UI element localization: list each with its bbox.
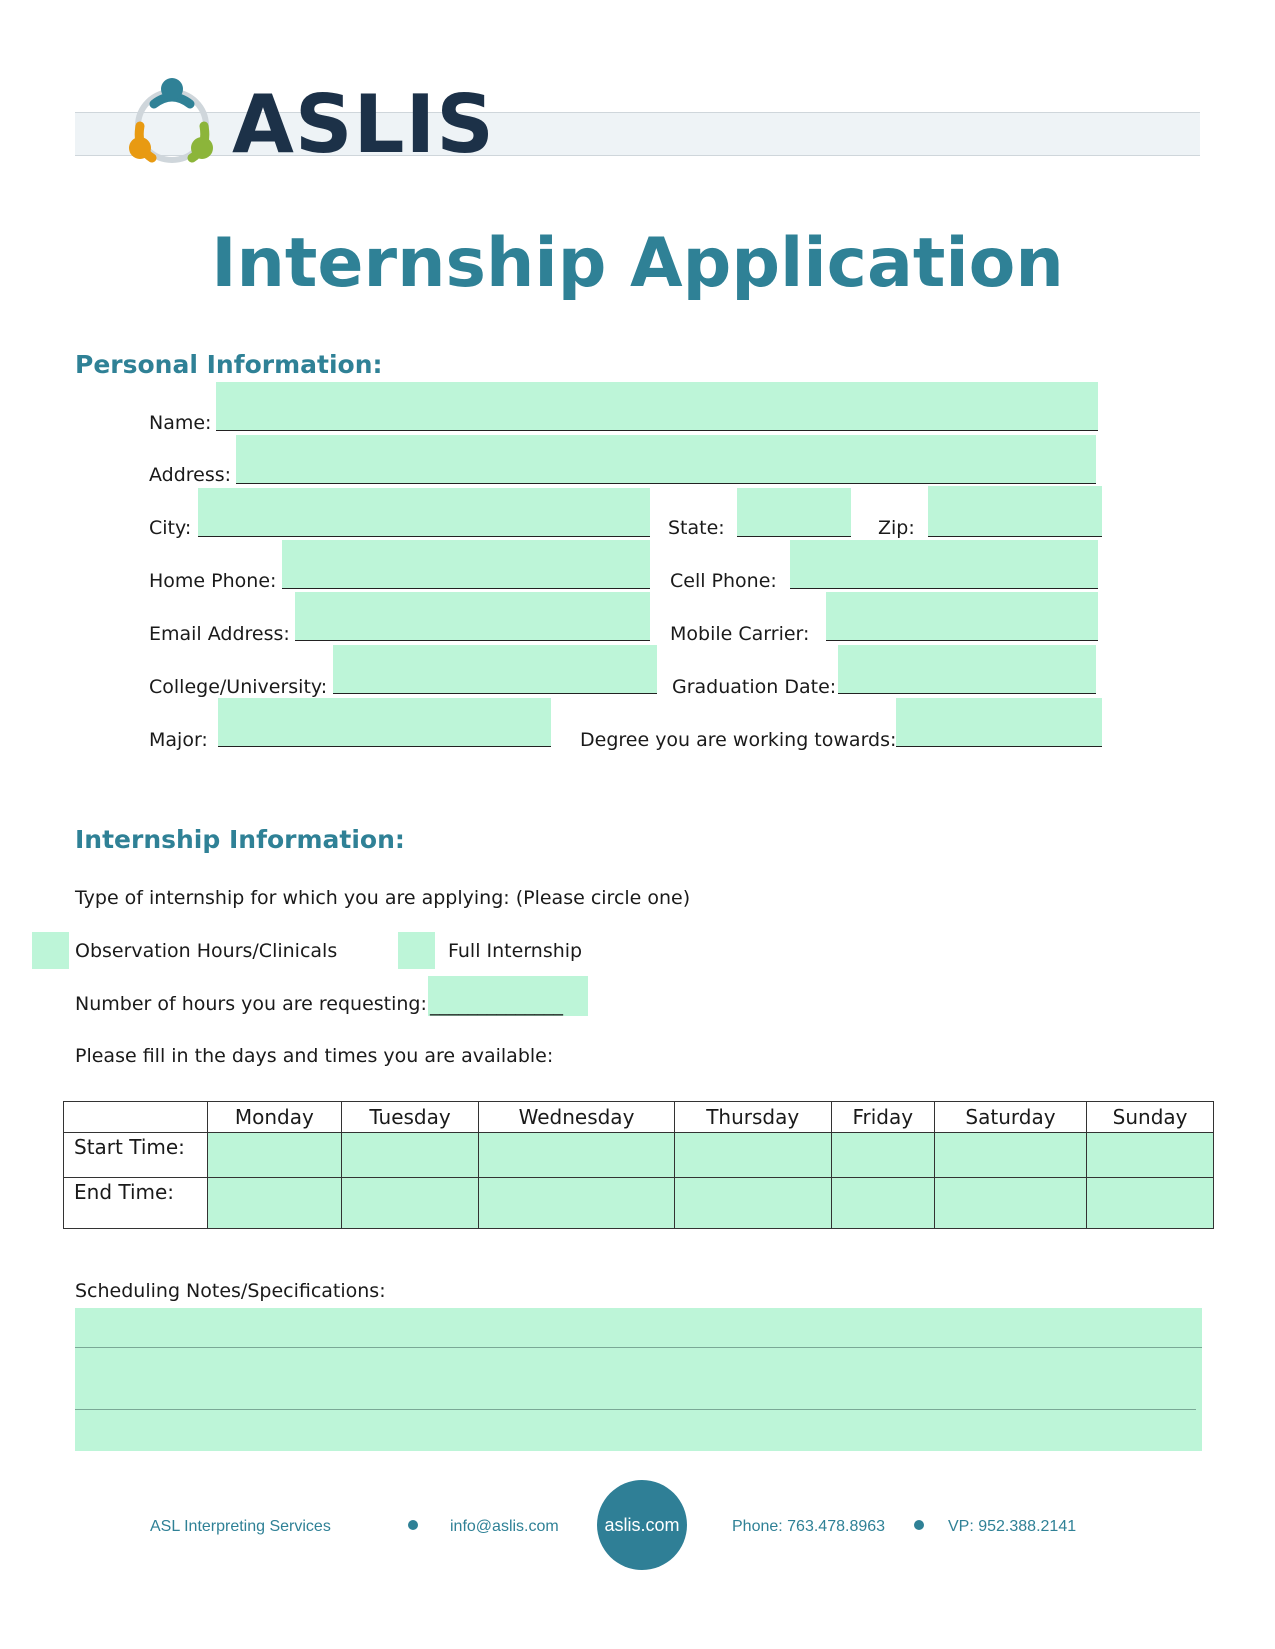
mobile-carrier-label: Mobile Carrier:	[670, 623, 810, 645]
start-thursday-cell[interactable]	[674, 1133, 831, 1178]
city-label: City:	[149, 517, 192, 539]
home-phone-field[interactable]	[282, 540, 650, 589]
scheduling-notes-field[interactable]	[75, 1308, 1202, 1451]
college-field[interactable]	[333, 645, 657, 694]
end-friday-cell[interactable]	[831, 1178, 934, 1229]
home-phone-label: Home Phone:	[149, 570, 277, 592]
zip-field[interactable]	[928, 486, 1102, 537]
footer-email-link[interactable]: info@aslis.com	[450, 1518, 559, 1535]
address-field[interactable]	[236, 435, 1096, 484]
start-tuesday-cell[interactable]	[341, 1133, 479, 1178]
end-sunday-cell[interactable]	[1087, 1178, 1214, 1229]
major-label: Major:	[149, 729, 208, 751]
day-header-saturday: Saturday	[934, 1102, 1086, 1133]
start-friday-cell[interactable]	[831, 1133, 934, 1178]
notes-line	[75, 1409, 1196, 1410]
start-sunday-cell[interactable]	[1087, 1133, 1214, 1178]
graduation-date-field[interactable]	[838, 645, 1096, 694]
start-time-label: Start Time:	[64, 1133, 208, 1178]
day-header-thursday: Thursday	[674, 1102, 831, 1133]
end-tuesday-cell[interactable]	[341, 1178, 479, 1229]
hours-blank: ______________	[430, 994, 563, 1016]
college-label: College/University:	[149, 676, 328, 698]
observation-checkbox[interactable]	[32, 932, 69, 969]
full-internship-checkbox[interactable]	[398, 932, 435, 969]
footer-company: ASL Interpreting Services	[150, 1518, 331, 1535]
end-time-row	[64, 1178, 1214, 1229]
availability-prompt: Please fill in the days and times you are available:	[75, 1045, 554, 1067]
state-field[interactable]	[737, 488, 851, 537]
hours-field[interactable]	[428, 976, 588, 1016]
hours-label: Number of hours you are requesting:	[75, 993, 427, 1015]
city-field[interactable]	[198, 488, 650, 537]
availability-table	[63, 1101, 1214, 1229]
end-monday-cell[interactable]	[208, 1178, 342, 1229]
cell-phone-label: Cell Phone:	[670, 570, 777, 592]
page-title: Internship Application	[211, 224, 1064, 303]
full-internship-option-label: Full Internship	[448, 940, 583, 962]
major-field[interactable]	[218, 698, 551, 747]
start-monday-cell[interactable]	[208, 1133, 342, 1178]
day-header-sunday: Sunday	[1087, 1102, 1214, 1133]
email-field[interactable]	[295, 592, 650, 641]
bullet-icon	[914, 1520, 924, 1530]
degree-field[interactable]	[896, 698, 1102, 747]
internship-info-heading: Internship Information:	[75, 825, 405, 854]
notes-line	[75, 1347, 1202, 1348]
observation-option-label: Observation Hours/Clinicals	[75, 940, 338, 962]
mobile-carrier-field[interactable]	[826, 592, 1098, 641]
day-header-wednesday: Wednesday	[479, 1102, 674, 1133]
internship-type-prompt: Type of internship for which you are applying: (Please circle one)	[75, 887, 691, 909]
graduation-date-label: Graduation Date:	[672, 676, 837, 698]
name-field[interactable]	[216, 382, 1098, 431]
table-corner-cell	[64, 1102, 208, 1133]
end-thursday-cell[interactable]	[674, 1178, 831, 1229]
start-wednesday-cell[interactable]	[479, 1133, 674, 1178]
end-wednesday-cell[interactable]	[479, 1178, 674, 1229]
zip-label: Zip:	[878, 517, 915, 539]
bullet-icon	[408, 1520, 418, 1530]
personal-info-heading: Personal Information:	[75, 350, 383, 379]
footer-website-badge[interactable]: aslis.com	[597, 1480, 687, 1570]
state-label: State:	[668, 517, 725, 539]
logo-wordmark: ASLIS	[232, 78, 495, 171]
email-label: Email Address:	[149, 623, 290, 645]
aslis-logo-icon	[122, 76, 222, 176]
cell-phone-field[interactable]	[790, 540, 1098, 589]
day-header-monday: Monday	[208, 1102, 342, 1133]
end-time-label: End Time:	[64, 1178, 208, 1229]
start-time-row	[64, 1133, 1214, 1178]
scheduling-notes-label: Scheduling Notes/Specifications:	[75, 1280, 386, 1302]
start-saturday-cell[interactable]	[934, 1133, 1086, 1178]
footer-vp-phone: VP: 952.388.2141	[948, 1518, 1077, 1535]
address-label: Address:	[149, 464, 232, 486]
degree-label: Degree you are working towards:	[580, 729, 897, 751]
table-header-row	[64, 1102, 1214, 1133]
day-header-tuesday: Tuesday	[341, 1102, 479, 1133]
footer-phone: Phone: 763.478.8963	[732, 1518, 886, 1535]
day-header-friday: Friday	[831, 1102, 934, 1133]
end-saturday-cell[interactable]	[934, 1178, 1086, 1229]
name-label: Name:	[149, 412, 212, 434]
